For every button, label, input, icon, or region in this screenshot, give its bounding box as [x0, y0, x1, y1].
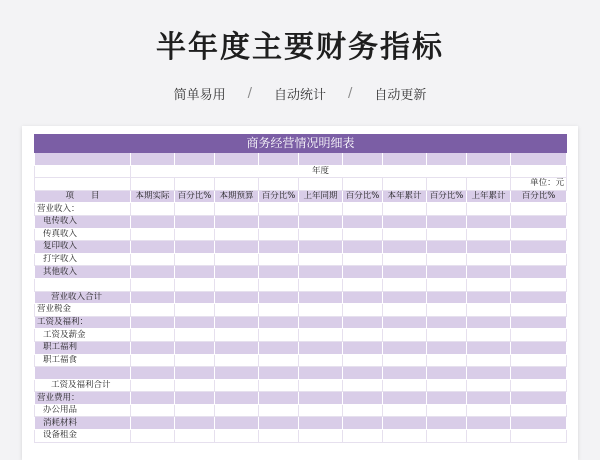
- table-cell[interactable]: [511, 215, 567, 228]
- table-cell[interactable]: [511, 404, 567, 417]
- table-cell[interactable]: [511, 228, 567, 241]
- table-cell[interactable]: [427, 404, 467, 417]
- table-cell[interactable]: [299, 203, 343, 216]
- table-cell[interactable]: [383, 329, 427, 342]
- table-cell[interactable]: [215, 417, 259, 430]
- column-header: 百分比%: [175, 190, 215, 203]
- table-row: [35, 278, 567, 291]
- table-cell[interactable]: [427, 178, 467, 191]
- table-cell[interactable]: [259, 430, 299, 443]
- table-cell[interactable]: [175, 153, 215, 166]
- table-cell[interactable]: [175, 253, 215, 266]
- table-cell[interactable]: [35, 153, 131, 166]
- table-cell[interactable]: [131, 430, 175, 443]
- table-cell[interactable]: [383, 304, 427, 317]
- table-cell[interactable]: [511, 379, 567, 392]
- table-cell[interactable]: [259, 304, 299, 317]
- table-cell[interactable]: [467, 153, 511, 166]
- table-cell[interactable]: [343, 329, 383, 342]
- table-cell[interactable]: [131, 354, 175, 367]
- spreadsheet-preview: [22, 126, 578, 460]
- table-cell[interactable]: [131, 291, 175, 304]
- table-cell[interactable]: [215, 215, 259, 228]
- column-header: 百分比%: [259, 190, 299, 203]
- table-cell[interactable]: [259, 241, 299, 254]
- table-cell[interactable]: [427, 215, 467, 228]
- column-header: 百分比%: [427, 190, 467, 203]
- table-cell[interactable]: [467, 379, 511, 392]
- table-cell[interactable]: [427, 228, 467, 241]
- row-label[interactable]: 营业收入合计: [35, 291, 131, 304]
- table-cell[interactable]: [259, 266, 299, 279]
- table-cell[interactable]: [343, 266, 383, 279]
- table-cell[interactable]: [343, 253, 383, 266]
- table-row: [35, 354, 567, 367]
- table-cell[interactable]: [511, 165, 567, 178]
- column-header: 上年累计: [467, 190, 511, 203]
- row-label[interactable]: 打字收入: [35, 253, 131, 266]
- table-cell[interactable]: [175, 354, 215, 367]
- table-cell[interactable]: [383, 341, 427, 354]
- table-cell[interactable]: [427, 253, 467, 266]
- table-cell[interactable]: [215, 266, 259, 279]
- column-header: 本期预算: [215, 190, 259, 203]
- table-cell[interactable]: [215, 430, 259, 443]
- row-label[interactable]: 设备租金: [35, 430, 131, 443]
- table-cell[interactable]: [467, 430, 511, 443]
- table-cell[interactable]: [259, 278, 299, 291]
- table-cell[interactable]: [131, 417, 175, 430]
- table-cell[interactable]: [131, 316, 175, 329]
- table-cell[interactable]: [343, 392, 383, 405]
- table-cell[interactable]: [467, 253, 511, 266]
- table-cell[interactable]: [131, 379, 175, 392]
- table-row: [35, 266, 567, 279]
- table-cell[interactable]: [299, 278, 343, 291]
- table-cell[interactable]: [131, 341, 175, 354]
- table-cell[interactable]: [299, 392, 343, 405]
- table-cell[interactable]: [383, 278, 427, 291]
- table-cell[interactable]: [467, 278, 511, 291]
- table-row: [35, 316, 567, 329]
- table-cell[interactable]: [343, 228, 383, 241]
- table-cell[interactable]: [131, 203, 175, 216]
- row-label[interactable]: 职工福食: [35, 354, 131, 367]
- table-row: [35, 392, 567, 405]
- row-label[interactable]: [35, 367, 131, 380]
- page-title: 半年度主要财务指标: [156, 30, 444, 65]
- table-cell[interactable]: [259, 417, 299, 430]
- table-cell[interactable]: [299, 404, 343, 417]
- table-cell[interactable]: [383, 367, 427, 380]
- table-cell[interactable]: [427, 291, 467, 304]
- table-cell[interactable]: [427, 392, 467, 405]
- table-cell[interactable]: [215, 392, 259, 405]
- table-cell[interactable]: [511, 241, 567, 254]
- unit-label: 单位：元: [511, 178, 567, 191]
- table-cell[interactable]: [383, 291, 427, 304]
- table-cell[interactable]: [383, 253, 427, 266]
- table-cell[interactable]: [131, 153, 175, 166]
- table-cell[interactable]: [299, 253, 343, 266]
- table-cell[interactable]: [215, 178, 259, 191]
- table-cell[interactable]: [215, 278, 259, 291]
- table-cell[interactable]: [467, 304, 511, 317]
- column-header-row: [35, 190, 567, 203]
- table-cell[interactable]: [467, 316, 511, 329]
- table-cell[interactable]: [259, 153, 299, 166]
- table-cell[interactable]: [427, 379, 467, 392]
- feature-item: 自动更新: [374, 88, 427, 103]
- table-cell[interactable]: [131, 367, 175, 380]
- table-cell[interactable]: [131, 253, 175, 266]
- table-cell[interactable]: [383, 379, 427, 392]
- table-row: [35, 379, 567, 392]
- table-cell[interactable]: [299, 367, 343, 380]
- row-label[interactable]: 传真收入: [35, 228, 131, 241]
- table-cell[interactable]: [343, 178, 383, 191]
- group-row: [35, 165, 567, 178]
- table-cell[interactable]: [343, 153, 383, 166]
- table-cell[interactable]: [175, 341, 215, 354]
- table-row: [35, 228, 567, 241]
- table-cell[interactable]: [131, 392, 175, 405]
- table-cell[interactable]: [215, 253, 259, 266]
- table-cell[interactable]: [427, 430, 467, 443]
- table-cell[interactable]: [343, 215, 383, 228]
- row-label[interactable]: 办公用品: [35, 404, 131, 417]
- table-row: [35, 430, 567, 443]
- table-cell[interactable]: [511, 354, 567, 367]
- table-cell[interactable]: [427, 329, 467, 342]
- table-cell[interactable]: [175, 241, 215, 254]
- table-cell[interactable]: [467, 367, 511, 380]
- column-header: 项 目: [35, 190, 131, 203]
- table-cell[interactable]: [383, 417, 427, 430]
- table-cell[interactable]: [511, 266, 567, 279]
- table-cell[interactable]: [215, 291, 259, 304]
- table-row: [35, 341, 567, 354]
- table-cell[interactable]: [427, 316, 467, 329]
- table-cell[interactable]: [467, 417, 511, 430]
- table-cell[interactable]: [467, 291, 511, 304]
- table-row: [35, 291, 567, 304]
- table-cell[interactable]: [259, 291, 299, 304]
- feature-item: 自动统计: [273, 88, 326, 103]
- table-cell[interactable]: [299, 178, 343, 191]
- table-row: [35, 404, 567, 417]
- table-cell[interactable]: [215, 316, 259, 329]
- table-cell[interactable]: [343, 278, 383, 291]
- table-cell[interactable]: [427, 203, 467, 216]
- table-cell[interactable]: [383, 228, 427, 241]
- table-cell[interactable]: [215, 379, 259, 392]
- table-cell[interactable]: [511, 341, 567, 354]
- table-cell[interactable]: [427, 266, 467, 279]
- table-cell[interactable]: [131, 241, 175, 254]
- table-cell[interactable]: [343, 367, 383, 380]
- table-cell[interactable]: [467, 203, 511, 216]
- table-cell[interactable]: [383, 392, 427, 405]
- table-cell[interactable]: [175, 367, 215, 380]
- table-cell[interactable]: [299, 354, 343, 367]
- feature-item: 简单易用: [173, 88, 226, 103]
- row-label[interactable]: 其他收入: [35, 266, 131, 279]
- table-cell[interactable]: [259, 215, 299, 228]
- table-cell[interactable]: [511, 153, 567, 166]
- table-row: [35, 329, 567, 342]
- table-cell[interactable]: [467, 392, 511, 405]
- table-cell[interactable]: [467, 354, 511, 367]
- table-cell[interactable]: [383, 203, 427, 216]
- table-cell[interactable]: [299, 379, 343, 392]
- table-cell[interactable]: [175, 266, 215, 279]
- table-cell[interactable]: [511, 316, 567, 329]
- table-cell[interactable]: [259, 228, 299, 241]
- table-cell[interactable]: [259, 341, 299, 354]
- table-cell[interactable]: [259, 404, 299, 417]
- table-cell[interactable]: [175, 417, 215, 430]
- table-cell[interactable]: [383, 178, 427, 191]
- table-row: [35, 367, 567, 380]
- table-cell[interactable]: [131, 329, 175, 342]
- table-cell[interactable]: [175, 316, 215, 329]
- table-cell[interactable]: [511, 430, 567, 443]
- table-cell[interactable]: [131, 215, 175, 228]
- table-row: [35, 203, 567, 216]
- column-header: 百分比%: [511, 190, 567, 203]
- table-cell[interactable]: [467, 178, 511, 191]
- table-cell[interactable]: [299, 316, 343, 329]
- column-header: 本年累计: [383, 190, 427, 203]
- row-label[interactable]: 工资及福利合计: [35, 379, 131, 392]
- table-cell[interactable]: [467, 404, 511, 417]
- table-cell[interactable]: [175, 228, 215, 241]
- table-cell[interactable]: [511, 278, 567, 291]
- table-cell[interactable]: [215, 304, 259, 317]
- financial-table: [34, 134, 567, 443]
- table-row: [35, 215, 567, 228]
- table-cell[interactable]: [383, 404, 427, 417]
- row-label[interactable]: 工资及福利：: [35, 316, 131, 329]
- year-group-label: 年度: [131, 165, 511, 178]
- table-row: [35, 241, 567, 254]
- table-cell[interactable]: [175, 304, 215, 317]
- table-cell[interactable]: [175, 178, 215, 191]
- table-cell[interactable]: [259, 367, 299, 380]
- table-cell[interactable]: [427, 304, 467, 317]
- table-cell[interactable]: [427, 278, 467, 291]
- column-header: 百分比%: [343, 190, 383, 203]
- table-cell[interactable]: [175, 329, 215, 342]
- table-cell[interactable]: [259, 178, 299, 191]
- table-cell[interactable]: [343, 417, 383, 430]
- table-title: 商务经营情况明细表: [35, 135, 567, 153]
- table-cell[interactable]: [175, 379, 215, 392]
- table-cell[interactable]: [215, 367, 259, 380]
- table-cell[interactable]: [467, 329, 511, 342]
- table-cell[interactable]: [511, 392, 567, 405]
- table-cell[interactable]: [215, 203, 259, 216]
- table-row: [35, 417, 567, 430]
- table-cell[interactable]: [215, 228, 259, 241]
- table-cell[interactable]: [299, 430, 343, 443]
- unit-row: [35, 178, 567, 191]
- table-cell[interactable]: [299, 417, 343, 430]
- table-cell[interactable]: [299, 153, 343, 166]
- table-cell[interactable]: [343, 291, 383, 304]
- column-header: 本期实际: [131, 190, 175, 203]
- table-cell[interactable]: [259, 316, 299, 329]
- table-cell[interactable]: [259, 354, 299, 367]
- table-cell[interactable]: [511, 329, 567, 342]
- row-label[interactable]: 消耗材料: [35, 417, 131, 430]
- table-cell[interactable]: [343, 379, 383, 392]
- table-cell[interactable]: [511, 291, 567, 304]
- table-cell[interactable]: [467, 266, 511, 279]
- table-cell[interactable]: [35, 178, 131, 191]
- table-cell[interactable]: [383, 354, 427, 367]
- feature-separator: /: [348, 86, 353, 101]
- table-cell[interactable]: [259, 203, 299, 216]
- table-cell[interactable]: [175, 278, 215, 291]
- table-cell[interactable]: [215, 329, 259, 342]
- table-cell[interactable]: [299, 291, 343, 304]
- row-label[interactable]: 电传收入: [35, 215, 131, 228]
- table-cell[interactable]: [383, 266, 427, 279]
- table-cell[interactable]: [215, 153, 259, 166]
- table-cell[interactable]: [175, 215, 215, 228]
- table-row: [35, 304, 567, 317]
- table-cell[interactable]: [131, 266, 175, 279]
- table-cell[interactable]: [467, 241, 511, 254]
- table-cell[interactable]: [511, 203, 567, 216]
- table-cell[interactable]: [427, 153, 467, 166]
- table-cell[interactable]: [427, 417, 467, 430]
- table-cell[interactable]: [299, 228, 343, 241]
- table-cell[interactable]: [467, 215, 511, 228]
- table-cell[interactable]: [383, 430, 427, 443]
- table-cell[interactable]: [259, 329, 299, 342]
- table-cell[interactable]: [343, 304, 383, 317]
- table-cell[interactable]: [175, 430, 215, 443]
- table-cell[interactable]: [131, 228, 175, 241]
- table-cell[interactable]: [383, 153, 427, 166]
- row-label[interactable]: 营业税金: [35, 304, 131, 317]
- table-cell[interactable]: [175, 291, 215, 304]
- table-cell[interactable]: [467, 341, 511, 354]
- table-cell[interactable]: [427, 241, 467, 254]
- table-cell[interactable]: [299, 304, 343, 317]
- table-cell[interactable]: [299, 341, 343, 354]
- table-row: [35, 253, 567, 266]
- table-cell[interactable]: [299, 266, 343, 279]
- table-cell[interactable]: [299, 241, 343, 254]
- table-cell[interactable]: [175, 392, 215, 405]
- table-cell[interactable]: [175, 203, 215, 216]
- table-cell[interactable]: [427, 367, 467, 380]
- table-cell[interactable]: [383, 215, 427, 228]
- table-cell[interactable]: [215, 354, 259, 367]
- row-label[interactable]: 营业费用：: [35, 392, 131, 405]
- table-cell[interactable]: [343, 316, 383, 329]
- table-cell[interactable]: [215, 404, 259, 417]
- table-cell[interactable]: [343, 341, 383, 354]
- column-header: 上年同期: [299, 190, 343, 203]
- table-cell[interactable]: [131, 404, 175, 417]
- row-label[interactable]: 工资及薪金: [35, 329, 131, 342]
- table-cell[interactable]: [299, 215, 343, 228]
- feature-separator: /: [247, 86, 252, 101]
- row-label[interactable]: 营业收入：: [35, 203, 131, 216]
- table-cell[interactable]: [343, 203, 383, 216]
- table-cell[interactable]: [215, 341, 259, 354]
- table-cell[interactable]: [131, 304, 175, 317]
- table-cell[interactable]: [299, 329, 343, 342]
- table-cell[interactable]: [511, 253, 567, 266]
- table-cell[interactable]: [383, 241, 427, 254]
- table-cell[interactable]: [343, 241, 383, 254]
- table-cell[interactable]: [215, 241, 259, 254]
- table-cell[interactable]: [343, 404, 383, 417]
- table-cell[interactable]: [467, 228, 511, 241]
- table-cell[interactable]: [259, 253, 299, 266]
- table-cell[interactable]: [511, 304, 567, 317]
- table-cell[interactable]: [131, 278, 175, 291]
- row-label[interactable]: 复印收入: [35, 241, 131, 254]
- table-cell[interactable]: [259, 379, 299, 392]
- table-cell[interactable]: [511, 367, 567, 380]
- row-label[interactable]: [35, 278, 131, 291]
- table-cell[interactable]: [175, 404, 215, 417]
- table-cell[interactable]: [383, 316, 427, 329]
- table-cell[interactable]: [511, 417, 567, 430]
- table-cell[interactable]: [343, 354, 383, 367]
- blank-row: [35, 153, 567, 166]
- table-cell[interactable]: [427, 341, 467, 354]
- table-cell[interactable]: [131, 178, 175, 191]
- table-cell[interactable]: [259, 392, 299, 405]
- table-cell[interactable]: [343, 430, 383, 443]
- table-cell[interactable]: [427, 354, 467, 367]
- table-cell[interactable]: [35, 165, 131, 178]
- row-label[interactable]: 职工福利: [35, 341, 131, 354]
- feature-list: [0, 84, 600, 103]
